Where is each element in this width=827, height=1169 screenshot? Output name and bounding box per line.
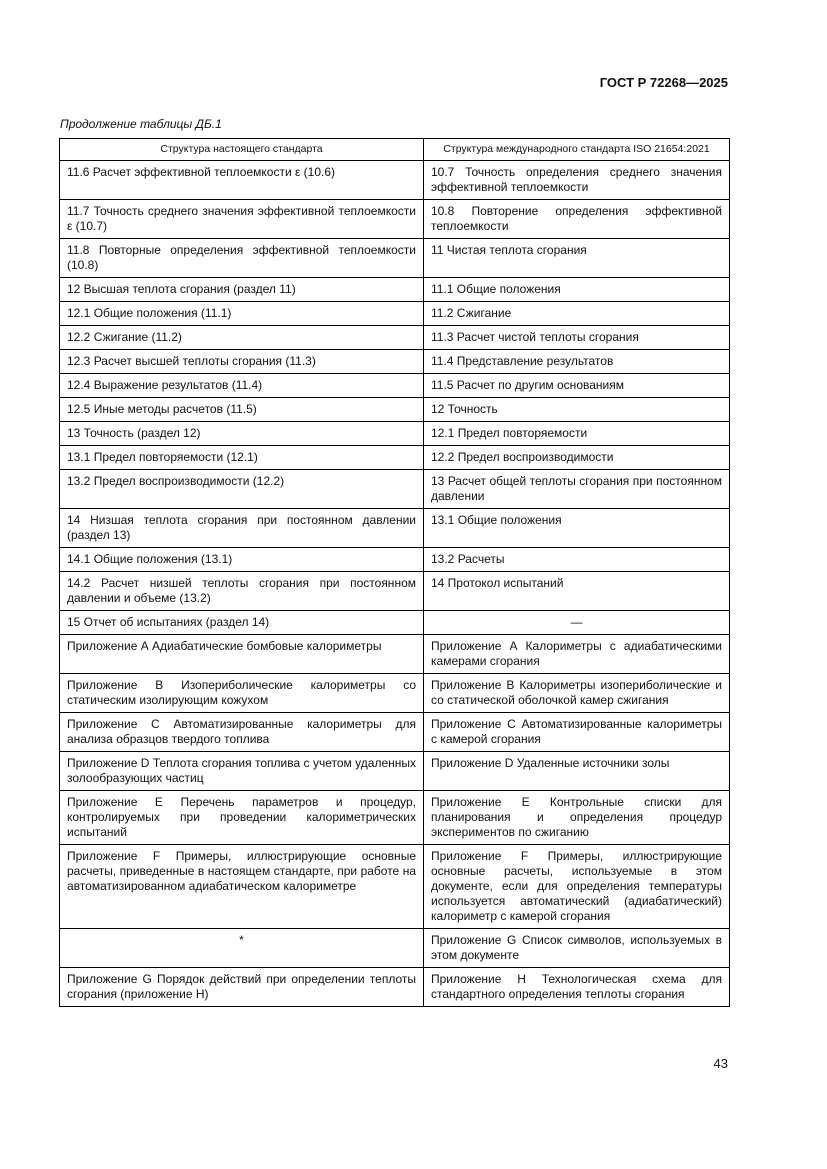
cell-text: 12 Высшая теплота сгорания (раздел 11) xyxy=(67,282,296,296)
cell-text: Приложение G Список символов, используемых в этом документе xyxy=(431,933,722,962)
table-row xyxy=(60,713,730,752)
cell-this-standard xyxy=(60,752,424,791)
cell-this-standard xyxy=(60,161,424,200)
table-row xyxy=(60,845,730,929)
cell-text: Приложение С Автоматизированные калориметры для анализа образцов твердого топлива xyxy=(67,717,416,746)
cell-text: 13.1 Предел повторяемости (12.1) xyxy=(67,450,258,464)
cell-text: Приложение D Удаленные источники золы xyxy=(431,756,670,770)
cell-this-standard xyxy=(60,374,424,398)
cell-iso-standard xyxy=(424,374,730,398)
cell-this-standard xyxy=(60,446,424,470)
cell-text: 13.1 Общие положения xyxy=(431,513,562,527)
cell-this-standard xyxy=(60,674,424,713)
cell-this-standard xyxy=(60,326,424,350)
cell-iso-standard xyxy=(424,422,730,446)
table-row xyxy=(60,572,730,611)
table-row xyxy=(60,239,730,278)
cell-text: Приложение F Примеры, иллюстрирующие основные расчеты, приведенные в настоящем стандарте, при работе на автоматизированном адиабатическом калориметре xyxy=(67,849,416,893)
cell-iso-standard xyxy=(424,929,730,968)
table-row xyxy=(60,200,730,239)
cell-text: 11.2 Сжигание xyxy=(431,306,512,320)
cell-this-standard xyxy=(60,200,424,239)
cell-text: Приложение G Порядок действий при определении теплоты сгорания (приложение Н) xyxy=(67,972,416,1001)
cell-this-standard xyxy=(60,422,424,446)
document-standard-code: ГОСТ Р 72268—2025 xyxy=(599,75,728,90)
cell-text: 11.1 Общие положения xyxy=(431,282,561,296)
cell-text: 12.1 Общие положения (11.1) xyxy=(67,306,232,320)
cell-iso-standard xyxy=(424,548,730,572)
cell-this-standard xyxy=(60,278,424,302)
cell-text: 11.5 Расчет по другим основаниям xyxy=(431,378,624,392)
cell-this-standard xyxy=(60,611,424,635)
table-row xyxy=(60,929,730,968)
cell-text: 12.3 Расчет высшей теплоты сгорания (11.3) xyxy=(67,354,316,368)
cell-this-standard xyxy=(60,350,424,374)
cell-iso-standard xyxy=(424,713,730,752)
cell-text: 10.7 Точность определения среднего значения эффективной теплоемкости xyxy=(431,165,722,194)
cell-iso-standard xyxy=(424,635,730,674)
cell-this-standard xyxy=(60,791,424,845)
cell-this-standard xyxy=(60,572,424,611)
cell-text: Приложение С Автоматизированные калориметры с камерой сгорания xyxy=(431,717,722,746)
table-row xyxy=(60,674,730,713)
cell-this-standard xyxy=(60,470,424,509)
cell-iso-standard xyxy=(424,845,730,929)
column-header-iso-standard: Структура международного стандарта ISO 21654:2021 xyxy=(424,139,730,161)
cell-iso-standard xyxy=(424,674,730,713)
cell-text: 13 Расчет общей теплоты сгорания при постоянном давлении xyxy=(431,474,722,503)
cell-text: 10.8 Повторение определения эффективной теплоемкости xyxy=(431,204,722,233)
cell-iso-standard xyxy=(424,572,730,611)
cell-iso-standard xyxy=(424,350,730,374)
cell-text: 14.1 Общие положения (13.1) xyxy=(67,552,233,566)
cell-iso-standard xyxy=(424,791,730,845)
cell-text: 12.5 Иные методы расчетов (11.5) xyxy=(67,402,257,416)
cell-text: Приложение Е Контрольные списки для планирования и определения процедур экспериментов по сжиганию xyxy=(431,795,722,839)
cell-text: 14 Протокол испытаний xyxy=(431,576,564,590)
table-row xyxy=(60,752,730,791)
cell-iso-standard xyxy=(424,326,730,350)
cell-iso-standard xyxy=(424,752,730,791)
cell-this-standard xyxy=(60,929,424,968)
table-header-row xyxy=(60,139,730,161)
cell-text: Приложение Е Перечень параметров и процедур, контролируемых при проведении калориметрических испытаний xyxy=(67,795,416,839)
cell-iso-standard xyxy=(424,302,730,326)
table-row xyxy=(60,326,730,350)
column-header-this-standard: Структура настоящего стандарта xyxy=(60,139,424,161)
table-row xyxy=(60,422,730,446)
cell-iso-standard xyxy=(424,239,730,278)
cell-iso-standard xyxy=(424,509,730,548)
table-row xyxy=(60,278,730,302)
cell-text: Приложение Н Технологическая схема для стандартного определения теплоты сгорания xyxy=(431,972,722,1001)
structure-comparison-table xyxy=(59,138,730,1007)
cell-this-standard xyxy=(60,548,424,572)
cell-this-standard xyxy=(60,968,424,1007)
cell-iso-standard xyxy=(424,446,730,470)
cell-text: * xyxy=(239,933,244,947)
cell-text: 11.6 Расчет эффективной теплоемкости ε (10.6) xyxy=(67,165,336,179)
table-row xyxy=(60,161,730,200)
cell-text: 13.2 Предел воспроизводимости (12.2) xyxy=(67,474,285,488)
cell-text: 12.2 Сжигание (11.2) xyxy=(67,330,182,344)
cell-iso-standard xyxy=(424,200,730,239)
table-row xyxy=(60,470,730,509)
page-number: 43 xyxy=(713,1056,728,1071)
cell-iso-standard xyxy=(424,398,730,422)
cell-text: 15 Отчет об испытаниях (раздел 14) xyxy=(67,615,270,629)
cell-text: Приложение В Изопериболические калориметры со статическим изолирующим кожухом xyxy=(67,678,416,707)
cell-text: Приложение А Адиабатические бомбовые калориметры xyxy=(67,639,382,653)
cell-text: Приложение F Примеры, иллюстрирующие основные расчеты, используемые в этом документе, если для определения температуры используется автоматический (адиабатический) калориметр с камерой сгорания xyxy=(431,849,722,923)
table-row xyxy=(60,446,730,470)
cell-text: 11.7 Точность среднего значения эффективной теплоемкости ε (10.7) xyxy=(67,204,416,233)
table-row xyxy=(60,548,730,572)
cell-text: 12.4 Выражение результатов (11.4) xyxy=(67,378,263,392)
cell-text: Приложение D Теплота сгорания топлива с учетом удаленных золообразующих частиц xyxy=(67,756,416,785)
cell-iso-standard xyxy=(424,278,730,302)
table-row xyxy=(60,509,730,548)
cell-this-standard xyxy=(60,713,424,752)
cell-text: 14.2 Расчет низшей теплоты сгорания при постоянном давлении и объеме (13.2) xyxy=(67,576,416,605)
cell-this-standard xyxy=(60,398,424,422)
cell-iso-standard xyxy=(424,470,730,509)
cell-text: 12 Точность xyxy=(431,402,498,416)
cell-text: 11 Чистая теплота сгорания xyxy=(431,243,587,257)
cell-iso-standard xyxy=(424,161,730,200)
table-row xyxy=(60,374,730,398)
table-row xyxy=(60,302,730,326)
cell-text: 12.1 Предел повторяемости xyxy=(431,426,588,440)
cell-text: 11.8 Повторные определения эффективной теплоемкости (10.8) xyxy=(67,243,416,272)
cell-text: Приложение А Калориметры с адиабатическими камерами сгорания xyxy=(431,639,722,668)
table-row xyxy=(60,968,730,1007)
cell-this-standard xyxy=(60,302,424,326)
cell-iso-standard xyxy=(424,611,730,635)
table-row xyxy=(60,350,730,374)
cell-this-standard xyxy=(60,845,424,929)
cell-text: — xyxy=(570,615,583,629)
table-caption: Продолжение таблицы ДБ.1 xyxy=(60,117,222,131)
table-row xyxy=(60,398,730,422)
cell-this-standard xyxy=(60,239,424,278)
cell-this-standard xyxy=(60,509,424,548)
cell-text: 11.3 Расчет чистой теплоты сгорания xyxy=(431,330,639,344)
table-row xyxy=(60,635,730,674)
cell-text: 11.4 Представление результатов xyxy=(431,354,614,368)
cell-text: 14 Низшая теплота сгорания при постоянном давлении (раздел 13) xyxy=(67,513,416,542)
cell-this-standard xyxy=(60,635,424,674)
cell-text: 12.2 Предел воспроизводимости xyxy=(431,450,614,464)
cell-text: 13 Точность (раздел 12) xyxy=(67,426,201,440)
cell-text: 13.2 Расчеты xyxy=(431,552,505,566)
cell-iso-standard xyxy=(424,968,730,1007)
cell-text: Приложение В Калориметры изопериболические и со статической оболочкой камер сжигания xyxy=(431,678,722,707)
table-row xyxy=(60,791,730,845)
table-body xyxy=(60,161,730,1007)
table-row xyxy=(60,611,730,635)
